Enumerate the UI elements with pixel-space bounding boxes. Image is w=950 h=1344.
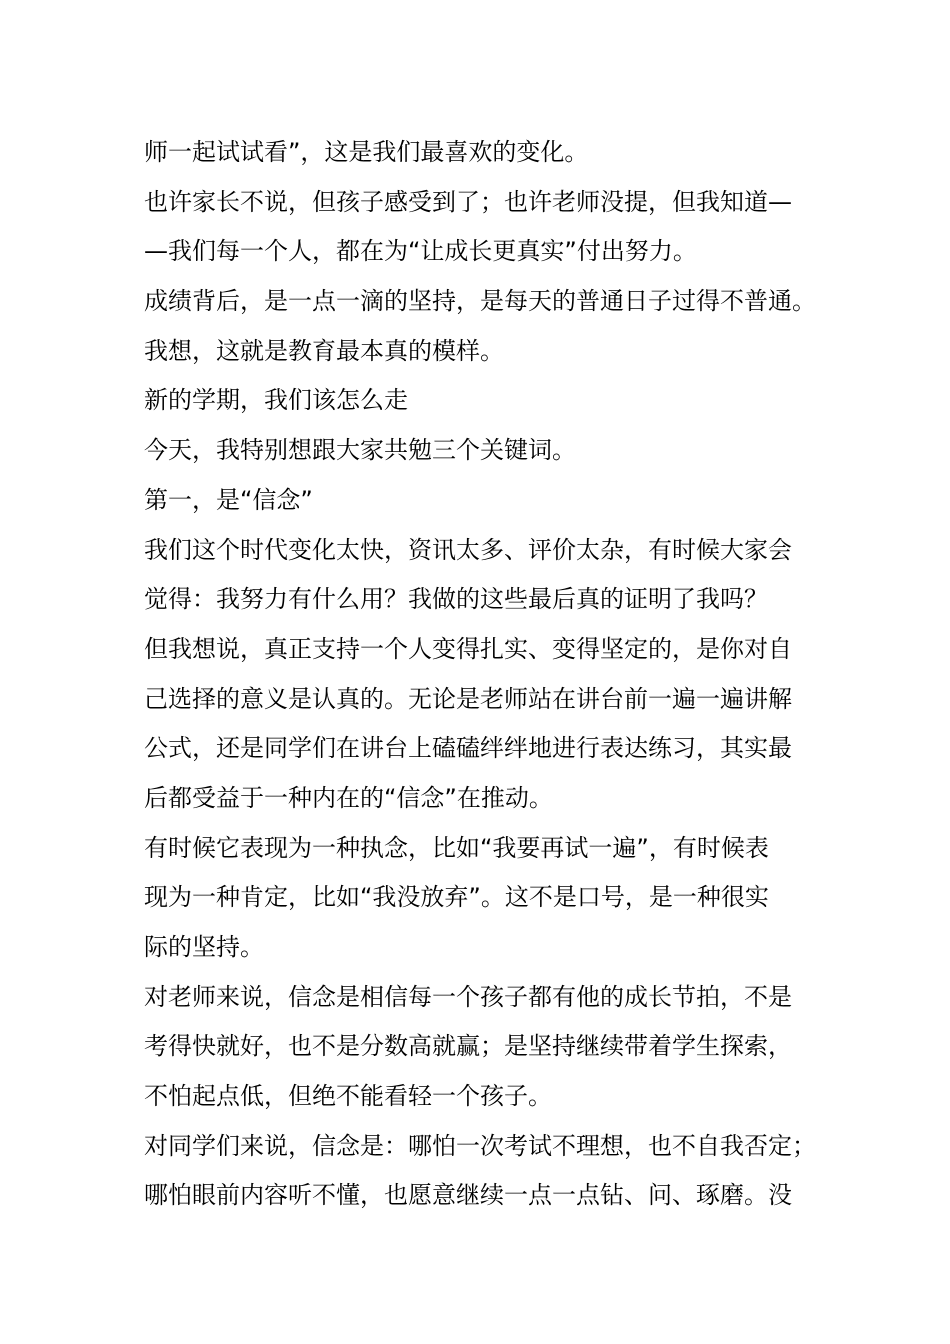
text-line: 不怕起点低，但绝不能看轻一个孩子。: [144, 1082, 552, 1111]
text-line: 对同学们来说，信念是：哪怕一次考试不理想，也不自我否定；: [144, 1131, 816, 1160]
section-heading: 新的学期，我们该怎么走: [144, 386, 408, 415]
text-line: 今天，我特别想跟大家共勉三个关键词。: [144, 436, 576, 465]
text-line: 对老师来说，信念是相信每一个孩子都有他的成长节拍，不是: [144, 982, 792, 1011]
text-line: 有时候它表现为一种执念，比如“我要再试一遍”，有时候表: [144, 833, 769, 862]
text-line: 觉得：我努力有什么用？我做的这些最后真的证明了我吗？: [144, 585, 768, 614]
text-line: 我想，这就是教育最本真的模样。: [144, 336, 504, 365]
text-line: 己选择的意义是认真的。无论是老师站在讲台前一遍一遍讲解: [144, 684, 792, 713]
text-line: 际的坚持。: [144, 933, 264, 961]
text-line: 成绩背后，是一点一滴的坚持，是每天的普通日子过得不普通。: [144, 287, 816, 316]
text-line: 也许家长不说，但孩子感受到了；也许老师没提，但我知道—: [144, 187, 792, 216]
text-line: 现为一种肯定，比如“我没放弃”。这不是口号，是一种很实: [144, 883, 769, 912]
text-line: 但我想说，真正支持一个人变得扎实、变得坚定的，是你对自: [144, 634, 792, 663]
text-line: 考得快就好，也不是分数高就赢；是坚持继续带着学生探索，: [144, 1032, 792, 1061]
text-line: 哪怕眼前内容听不懂，也愿意继续一点一点钻、问、琢磨。没: [144, 1181, 792, 1210]
document-body: [144, 128, 844, 1221]
text-line: 公式，还是同学们在讲台上磕磕绊绊地进行表达练习，其实最: [144, 734, 792, 763]
subsection-heading: 第一，是“信念”: [144, 485, 313, 514]
text-line: —我们每一个人，都在为“让成长更真实”付出努力。: [144, 237, 697, 266]
text-line: 后都受益于一种内在的“信念”在推动。: [144, 783, 553, 812]
text-line: 我们这个时代变化太快，资讯太多、评价太杂，有时候大家会: [144, 535, 792, 564]
text-line: 师一起试试看”，这是我们最喜欢的变化。: [144, 138, 589, 166]
